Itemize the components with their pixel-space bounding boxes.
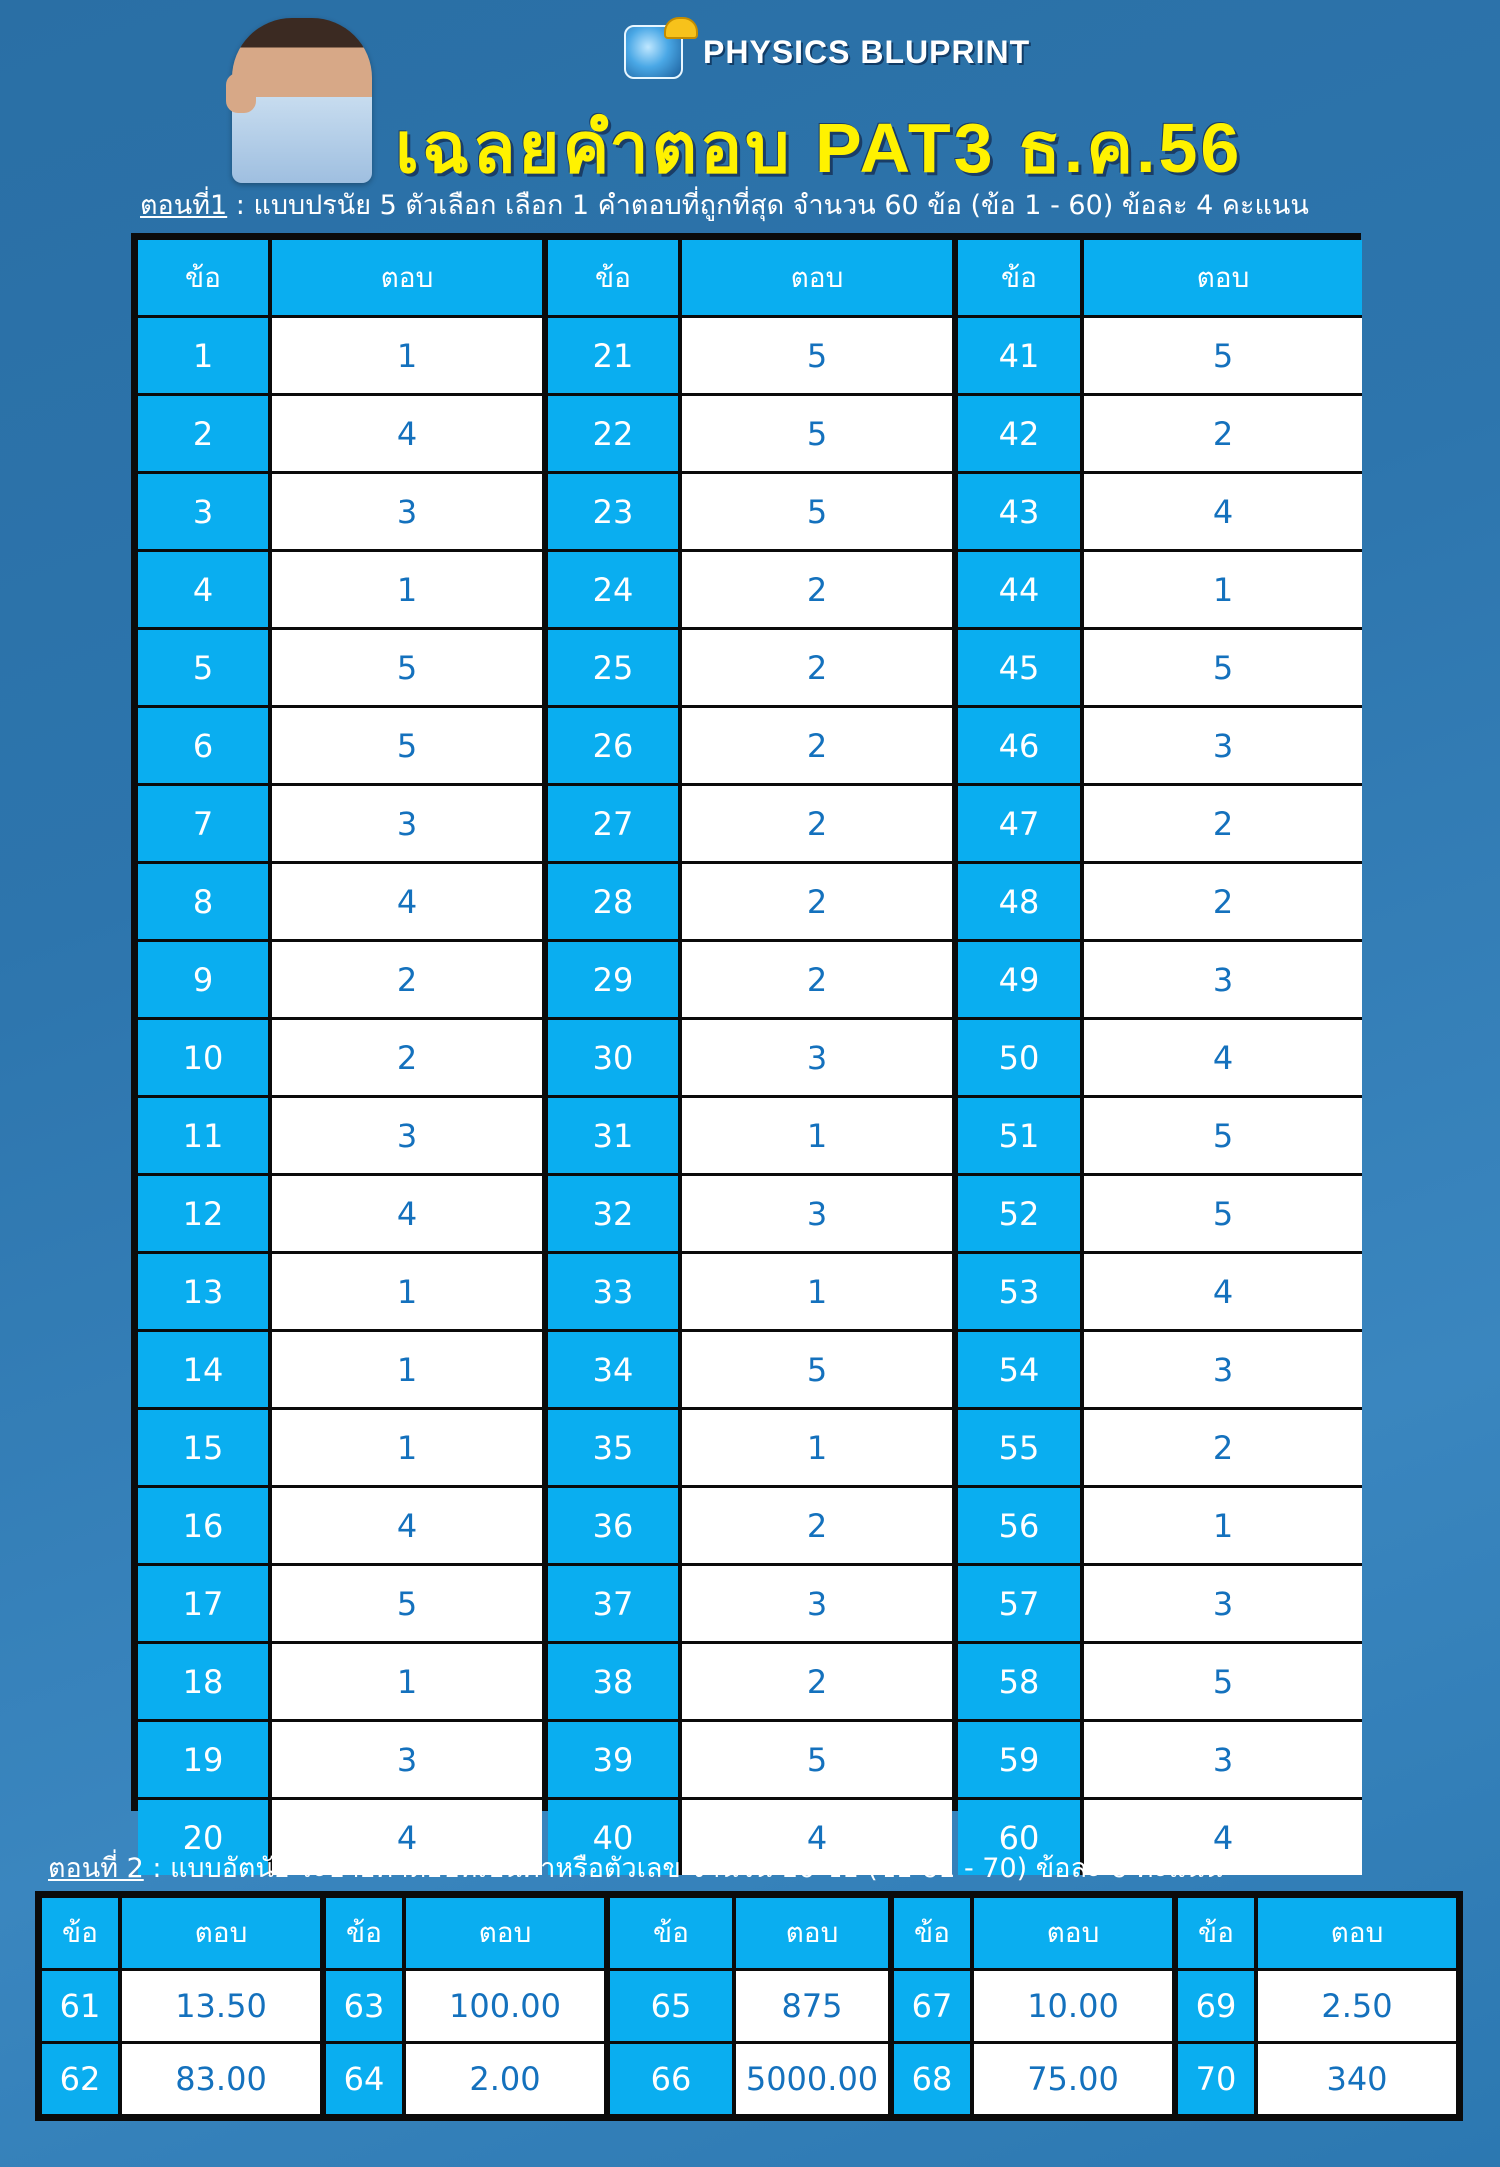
- question-number: 42: [958, 396, 1084, 471]
- answer-value: 2: [1084, 864, 1362, 939]
- table-row: [958, 1332, 1362, 1410]
- table-row: [548, 552, 952, 630]
- answer-value: 2: [682, 864, 952, 939]
- table-header-row: [326, 1898, 604, 1971]
- question-number: 14: [138, 1332, 272, 1407]
- table-header-row: [138, 240, 542, 318]
- answer-value: 4: [272, 1800, 542, 1875]
- answer-value: 2: [1084, 1410, 1362, 1485]
- table-row: [548, 1254, 952, 1332]
- table-row: [958, 1176, 1362, 1254]
- table-row: [138, 1332, 542, 1410]
- answer-value: 3: [682, 1176, 952, 1251]
- answer-value: 3: [1084, 1332, 1362, 1407]
- table-row: [138, 1176, 542, 1254]
- table-header-row: [894, 1898, 1172, 1971]
- question-number: 26: [548, 708, 682, 783]
- answer-table-part2: [35, 1891, 1463, 2121]
- table-row: [548, 786, 952, 864]
- table-row: [958, 1410, 1362, 1488]
- answer-column: [958, 240, 1362, 1875]
- question-number: 70: [1178, 2044, 1258, 2114]
- answer-value: 2: [682, 786, 952, 861]
- question-number: 59: [958, 1722, 1084, 1797]
- header-answer: ตอบ: [272, 240, 542, 315]
- table-row: [138, 708, 542, 786]
- table-row: [138, 1254, 542, 1332]
- question-number: 46: [958, 708, 1084, 783]
- question-number: 23: [548, 474, 682, 549]
- answer-value: 3: [682, 1566, 952, 1641]
- answer-value: 2.00: [406, 2044, 604, 2114]
- answer-value: 5000.00: [736, 2044, 888, 2114]
- header-answer: ตอบ: [1258, 1898, 1456, 1968]
- answer-value: 10.00: [974, 1971, 1172, 2041]
- table-row: [958, 1020, 1362, 1098]
- table-row: [548, 942, 952, 1020]
- table-row: [548, 708, 952, 786]
- question-number: 16: [138, 1488, 272, 1563]
- answer-value: 4: [1084, 1020, 1362, 1095]
- table-row: [548, 630, 952, 708]
- answer-value: 5: [1084, 318, 1362, 393]
- answer-value: 4: [1084, 1254, 1362, 1329]
- question-number: 65: [610, 1971, 736, 2041]
- table-row: [958, 786, 1362, 864]
- question-number: 41: [958, 318, 1084, 393]
- question-number: 1: [138, 318, 272, 393]
- question-number: 61: [42, 1971, 122, 2041]
- answer-value: 4: [272, 864, 542, 939]
- table-row: [958, 1488, 1362, 1566]
- question-number: 28: [548, 864, 682, 939]
- table-row: [326, 1971, 604, 2044]
- question-number: 33: [548, 1254, 682, 1329]
- question-number: 57: [958, 1566, 1084, 1641]
- question-number: 3: [138, 474, 272, 549]
- question-number: 68: [894, 2044, 974, 2114]
- question-number: 54: [958, 1332, 1084, 1407]
- answer-value: 2.50: [1258, 1971, 1456, 2041]
- answer-value: 2: [682, 1488, 952, 1563]
- answer-value: 5: [1084, 1644, 1362, 1719]
- question-number: 2: [138, 396, 272, 471]
- table-row: [548, 1566, 952, 1644]
- table-row: [548, 1332, 952, 1410]
- answer-value: 2: [682, 708, 952, 783]
- table-row: [138, 1020, 542, 1098]
- table-row: [548, 1644, 952, 1722]
- answer-value: 3: [682, 1020, 952, 1095]
- answer-value: 5: [682, 474, 952, 549]
- question-number: 19: [138, 1722, 272, 1797]
- header-question: ข้อ: [958, 240, 1084, 315]
- answer-value: 1: [272, 552, 542, 627]
- header-answer: ตอบ: [1084, 240, 1362, 315]
- question-number: 24: [548, 552, 682, 627]
- answer-value: 5: [1084, 630, 1362, 705]
- table-row: [958, 1644, 1362, 1722]
- question-number: 53: [958, 1254, 1084, 1329]
- answer-value: 3: [1084, 1566, 1362, 1641]
- question-number: 44: [958, 552, 1084, 627]
- table-row: [894, 2044, 1172, 2114]
- header-answer: ตอบ: [974, 1898, 1172, 1968]
- answer-value: 5: [272, 1566, 542, 1641]
- question-number: 29: [548, 942, 682, 1017]
- answer-value: 3: [1084, 708, 1362, 783]
- answer-value: 1: [272, 1332, 542, 1407]
- question-number: 39: [548, 1722, 682, 1797]
- question-number: 60: [958, 1800, 1084, 1875]
- table-row: [138, 552, 542, 630]
- header-answer: ตอบ: [682, 240, 952, 315]
- answer-value: 2: [682, 630, 952, 705]
- section2-description: : แบบอัตนัย ระบายคำตอบที่เป็นค่าหรือตัวเลข จำนวน 10 ข้อ (ข้อ 61 - 70) ข้อละ 6 คะแนน: [143, 1853, 1223, 1884]
- section1-caption: [140, 183, 1309, 226]
- answer-value: 5: [682, 318, 952, 393]
- answer-value: 2: [272, 1020, 542, 1095]
- question-number: 7: [138, 786, 272, 861]
- question-number: 18: [138, 1644, 272, 1719]
- table-row: [958, 1098, 1362, 1176]
- question-number: 37: [548, 1566, 682, 1641]
- header-question: ข้อ: [138, 240, 272, 315]
- question-number: 63: [326, 1971, 406, 2041]
- table-row: [548, 318, 952, 396]
- table-row: [548, 474, 952, 552]
- table-header-row: [958, 240, 1362, 318]
- table-row: [138, 630, 542, 708]
- table-row: [1178, 2044, 1456, 2114]
- table-row: [138, 474, 542, 552]
- answer-value: 4: [272, 1488, 542, 1563]
- answer-column: [894, 1898, 1172, 2114]
- answer-value: 1: [682, 1410, 952, 1485]
- question-number: 4: [138, 552, 272, 627]
- answer-value: 5: [1084, 1098, 1362, 1173]
- table-row: [958, 1254, 1362, 1332]
- question-number: 52: [958, 1176, 1084, 1251]
- question-number: 64: [326, 2044, 406, 2114]
- question-number: 30: [548, 1020, 682, 1095]
- answer-value: 13.50: [122, 1971, 320, 2041]
- table-row: [138, 1644, 542, 1722]
- answer-value: 1: [682, 1098, 952, 1173]
- answer-value: 2: [682, 552, 952, 627]
- table-row: [138, 1410, 542, 1488]
- header-question: ข้อ: [610, 1898, 736, 1968]
- answer-value: 1: [1084, 1488, 1362, 1563]
- table-row: [894, 1971, 1172, 2044]
- question-number: 49: [958, 942, 1084, 1017]
- answer-value: 5: [682, 1332, 952, 1407]
- brand-logo: [624, 22, 1030, 82]
- question-number: 32: [548, 1176, 682, 1251]
- answer-value: 4: [682, 1800, 952, 1875]
- question-number: 40: [548, 1800, 682, 1875]
- answer-value: 1: [272, 1254, 542, 1329]
- answer-column: [326, 1898, 604, 2114]
- table-row: [958, 552, 1362, 630]
- answer-column: [610, 1898, 888, 2114]
- table-row: [138, 1488, 542, 1566]
- table-row: [958, 318, 1362, 396]
- table-row: [548, 864, 952, 942]
- answer-value: 3: [272, 474, 542, 549]
- table-row: [548, 1020, 952, 1098]
- table-row: [958, 1722, 1362, 1800]
- question-number: 35: [548, 1410, 682, 1485]
- answer-value: 100.00: [406, 1971, 604, 2041]
- section2-label: ตอนที่ 2: [48, 1853, 144, 1884]
- section1-description: : แบบปรนัย 5 ตัวเลือก เลือก 1 คำตอบที่ถูกที่สุด จำนวน 60 ข้อ (ข้อ 1 - 60) ข้อละ 4 คะแนน: [227, 190, 1309, 221]
- header-answer: ตอบ: [406, 1898, 604, 1968]
- answer-value: 2: [272, 942, 542, 1017]
- table-row: [138, 396, 542, 474]
- question-number: 22: [548, 396, 682, 471]
- page-title: เฉลยคำตอบ PAT3 ธ.ค.56: [395, 109, 1243, 187]
- answer-value: 1: [1084, 552, 1362, 627]
- table-row: [138, 942, 542, 1020]
- table-row: [958, 1566, 1362, 1644]
- table-row: [548, 1488, 952, 1566]
- question-number: 38: [548, 1644, 682, 1719]
- question-number: 43: [958, 474, 1084, 549]
- question-number: 58: [958, 1644, 1084, 1719]
- header: [0, 0, 1500, 187]
- answer-value: 4: [1084, 474, 1362, 549]
- question-number: 66: [610, 2044, 736, 2114]
- answer-column: [42, 1898, 320, 2114]
- answer-value: 3: [1084, 942, 1362, 1017]
- question-number: 6: [138, 708, 272, 783]
- table-row: [610, 1971, 888, 2044]
- table-row: [1178, 1971, 1456, 2044]
- table-row: [138, 1098, 542, 1176]
- question-number: 55: [958, 1410, 1084, 1485]
- table-row: [958, 474, 1362, 552]
- question-number: 34: [548, 1332, 682, 1407]
- answer-value: 5: [272, 630, 542, 705]
- table-row: [42, 1971, 320, 2044]
- table-row: [138, 1566, 542, 1644]
- question-number: 62: [42, 2044, 122, 2114]
- table-header-row: [610, 1898, 888, 1971]
- presenter-photo: [232, 18, 372, 183]
- table-row: [548, 1722, 952, 1800]
- table-row: [138, 786, 542, 864]
- question-number: 25: [548, 630, 682, 705]
- table-header-row: [548, 240, 952, 318]
- table-header-row: [1178, 1898, 1456, 1971]
- question-number: 10: [138, 1020, 272, 1095]
- question-number: 11: [138, 1098, 272, 1173]
- answer-value: 75.00: [974, 2044, 1172, 2114]
- brand-name: PHYSICS BLUPRINT: [703, 33, 1031, 70]
- question-number: 17: [138, 1566, 272, 1641]
- answer-value: 5: [682, 396, 952, 471]
- table-row: [548, 1176, 952, 1254]
- answer-column: [1178, 1898, 1456, 2114]
- header-question: ข้อ: [548, 240, 682, 315]
- header-question: ข้อ: [326, 1898, 406, 1968]
- answer-value: 2: [1084, 786, 1362, 861]
- table-row: [326, 2044, 604, 2114]
- table-row: [958, 864, 1362, 942]
- header-answer: ตอบ: [736, 1898, 888, 1968]
- answer-value: 2: [1084, 396, 1362, 471]
- answer-value: 1: [682, 1254, 952, 1329]
- peace-sign-hand: [226, 73, 256, 113]
- table-row: [610, 2044, 888, 2114]
- helmet-icon: [664, 17, 698, 39]
- answer-value: 2: [682, 1644, 952, 1719]
- globe-icon: [624, 25, 683, 79]
- question-number: 36: [548, 1488, 682, 1563]
- answer-value: 3: [272, 1098, 542, 1173]
- header-question: ข้อ: [894, 1898, 974, 1968]
- question-number: 20: [138, 1800, 272, 1875]
- table-row: [138, 1722, 542, 1800]
- question-number: 51: [958, 1098, 1084, 1173]
- table-row: [958, 396, 1362, 474]
- question-number: 9: [138, 942, 272, 1017]
- answer-value: 5: [1084, 1176, 1362, 1251]
- answer-value: 4: [272, 1176, 542, 1251]
- question-number: 21: [548, 318, 682, 393]
- section1-label: ตอนที่1: [140, 190, 228, 221]
- answer-value: 5: [682, 1722, 952, 1797]
- answer-value: 340: [1258, 2044, 1456, 2114]
- answer-value: 1: [272, 1644, 542, 1719]
- table-row: [958, 942, 1362, 1020]
- question-number: 67: [894, 1971, 974, 2041]
- question-number: 47: [958, 786, 1084, 861]
- question-number: 5: [138, 630, 272, 705]
- header-question: ข้อ: [1178, 1898, 1258, 1968]
- question-number: 13: [138, 1254, 272, 1329]
- answer-value: 875: [736, 1971, 888, 2041]
- answer-value: 4: [272, 396, 542, 471]
- table-row: [548, 396, 952, 474]
- answer-table-part1: [131, 233, 1361, 1857]
- table-row: [958, 630, 1362, 708]
- table-row: [138, 864, 542, 942]
- question-number: 15: [138, 1410, 272, 1485]
- answer-value: 3: [272, 1722, 542, 1797]
- answer-column: [138, 240, 542, 1875]
- question-number: 48: [958, 864, 1084, 939]
- question-number: 12: [138, 1176, 272, 1251]
- question-number: 27: [548, 786, 682, 861]
- answer-value: 1: [272, 1410, 542, 1485]
- table-row: [42, 2044, 320, 2114]
- answer-value: 4: [1084, 1800, 1362, 1875]
- header-question: ข้อ: [42, 1898, 122, 1968]
- question-number: 31: [548, 1098, 682, 1173]
- table-row: [548, 1410, 952, 1488]
- section2-caption: [48, 1846, 1223, 1889]
- answer-value: 3: [1084, 1722, 1362, 1797]
- table-row: [548, 1098, 952, 1176]
- answer-column: [548, 240, 952, 1875]
- answer-value: 83.00: [122, 2044, 320, 2114]
- question-number: 69: [1178, 1971, 1258, 2041]
- table-header-row: [42, 1898, 320, 1971]
- question-number: 50: [958, 1020, 1084, 1095]
- answer-value: 3: [272, 786, 542, 861]
- header-answer: ตอบ: [122, 1898, 320, 1968]
- question-number: 45: [958, 630, 1084, 705]
- question-number: 8: [138, 864, 272, 939]
- answer-value: 2: [682, 942, 952, 1017]
- table-row: [958, 708, 1362, 786]
- table-row: [138, 318, 542, 396]
- question-number: 56: [958, 1488, 1084, 1563]
- answer-value: 1: [272, 318, 542, 393]
- answer-value: 5: [272, 708, 542, 783]
